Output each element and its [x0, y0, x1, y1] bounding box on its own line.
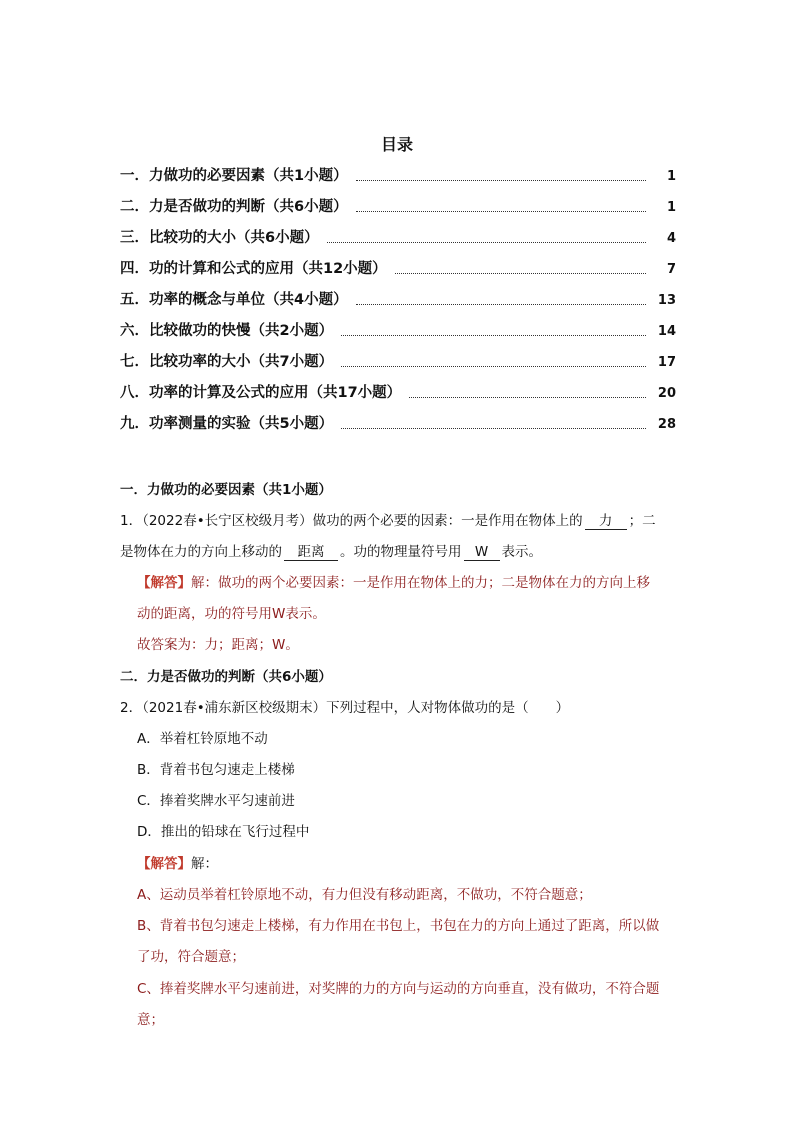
toc-leader-dots: [356, 170, 646, 181]
blank-answer-2: 距离: [284, 540, 338, 561]
toc-leader-dots: [395, 263, 646, 274]
toc-item-page: 20: [657, 386, 676, 401]
toc-item-page: 1: [666, 169, 676, 184]
toc-item[interactable]: [120, 226, 676, 248]
toc-item-label: 四．功的计算和公式的应用（共12小题）: [120, 261, 387, 277]
toc-item[interactable]: [120, 319, 676, 341]
toc-item-label: 一．力做功的必要因素（共1小题）: [120, 168, 348, 184]
toc-leader-dots: [409, 387, 646, 398]
toc-item-page: 28: [657, 417, 676, 432]
answer-1-final: 故答案为：力；距离；W。: [137, 637, 299, 653]
answer-tag: 【解答】: [137, 575, 191, 591]
toc-leader-dots: [341, 356, 646, 367]
toc-title: 目录: [380, 135, 413, 154]
toc-item-label: 七．比较功率的大小（共7小题）: [120, 354, 334, 370]
answer-2-line-b-cont: 了功，符合题意；: [137, 949, 245, 965]
toc-item-label: 三．比较功的大小（共6小题）: [120, 230, 319, 246]
toc-item-label: 六．比较做功的快慢（共2小题）: [120, 323, 334, 339]
toc-item-page: 14: [657, 324, 676, 339]
section-heading-1: 一．力做功的必要因素（共1小题）: [120, 482, 332, 498]
toc-item-label: 二．力是否做功的判断（共6小题）: [120, 199, 348, 215]
question-2-option-c: C．捧着奖牌水平匀速前进: [137, 793, 295, 809]
toc-item[interactable]: [120, 381, 676, 403]
toc-item-page: 1: [666, 200, 676, 215]
question-2-option-b: B．背着书包匀速走上楼梯: [137, 762, 295, 778]
toc-item[interactable]: [120, 257, 676, 279]
answer-1-line-1: 【解答】解：做功的两个必要因素：一是作用在物体上的力；二是物体在力的方向上移: [137, 575, 650, 591]
toc-leader-dots: [327, 232, 646, 243]
toc-item[interactable]: [120, 164, 676, 186]
toc-leader-dots: [356, 294, 646, 305]
answer-tag: 【解答】: [137, 856, 191, 872]
answer-2-line-a: A、运动员举着杠铃原地不动，有力但没有移动距离，不做功，不符合题意；: [137, 887, 592, 903]
toc-leader-dots: [356, 201, 646, 212]
toc-item-page: 17: [657, 355, 676, 370]
answer-2-line-c-cont: 意；: [137, 1012, 164, 1028]
toc-item[interactable]: [120, 195, 676, 217]
toc-item-page: 7: [666, 262, 676, 277]
toc-item-label: 五．功率的概念与单位（共4小题）: [120, 292, 348, 308]
toc-item-label: 八．功率的计算及公式的应用（共17小题）: [120, 385, 402, 401]
toc-item-label: 九．功率测量的实验（共5小题）: [120, 416, 334, 432]
answer-2-line-b: B、背着书包匀速走上楼梯，有力作用在书包上，书包在力的方向上通过了距离，所以做: [137, 918, 660, 934]
question-1-line-2: 是物体在力的方向上移动的 距离 。功的物理量符号用 W 表示。: [120, 540, 542, 561]
section-heading-2: 二．力是否做功的判断（共6小题）: [120, 669, 332, 685]
question-2-option-d: D．推出的铅球在飞行过程中: [137, 824, 310, 840]
toc-item-page: 13: [657, 293, 676, 308]
answer-2-line-c: C、捧着奖牌水平匀速前进，对奖牌的力的方向与运动的方向垂直，没有做功，不符合题: [137, 981, 660, 997]
blank-answer-1: 力: [585, 509, 627, 530]
toc-leader-dots: [341, 325, 646, 336]
toc-leader-dots: [341, 418, 646, 429]
question-2-stem: 2．（2021春•浦东新区校级期末）下列过程中，人对物体做功的是（ ）: [120, 700, 570, 716]
question-1-line-1: 1．（2022春•长宁区校级月考）做功的两个必要的因素：一是作用在物体上的 力 ；二: [120, 509, 656, 530]
toc-item[interactable]: [120, 350, 676, 372]
toc-item[interactable]: [120, 412, 676, 434]
toc-item[interactable]: [120, 288, 676, 310]
blank-answer-3: W: [464, 544, 500, 561]
toc-item-page: 4: [666, 231, 676, 246]
question-2-option-a: A．举着杠铃原地不动: [137, 731, 268, 747]
answer-1-line-2: 动的距离，功的符号用W表示。: [137, 606, 326, 622]
answer-2-head: 【解答】解：: [137, 856, 218, 872]
